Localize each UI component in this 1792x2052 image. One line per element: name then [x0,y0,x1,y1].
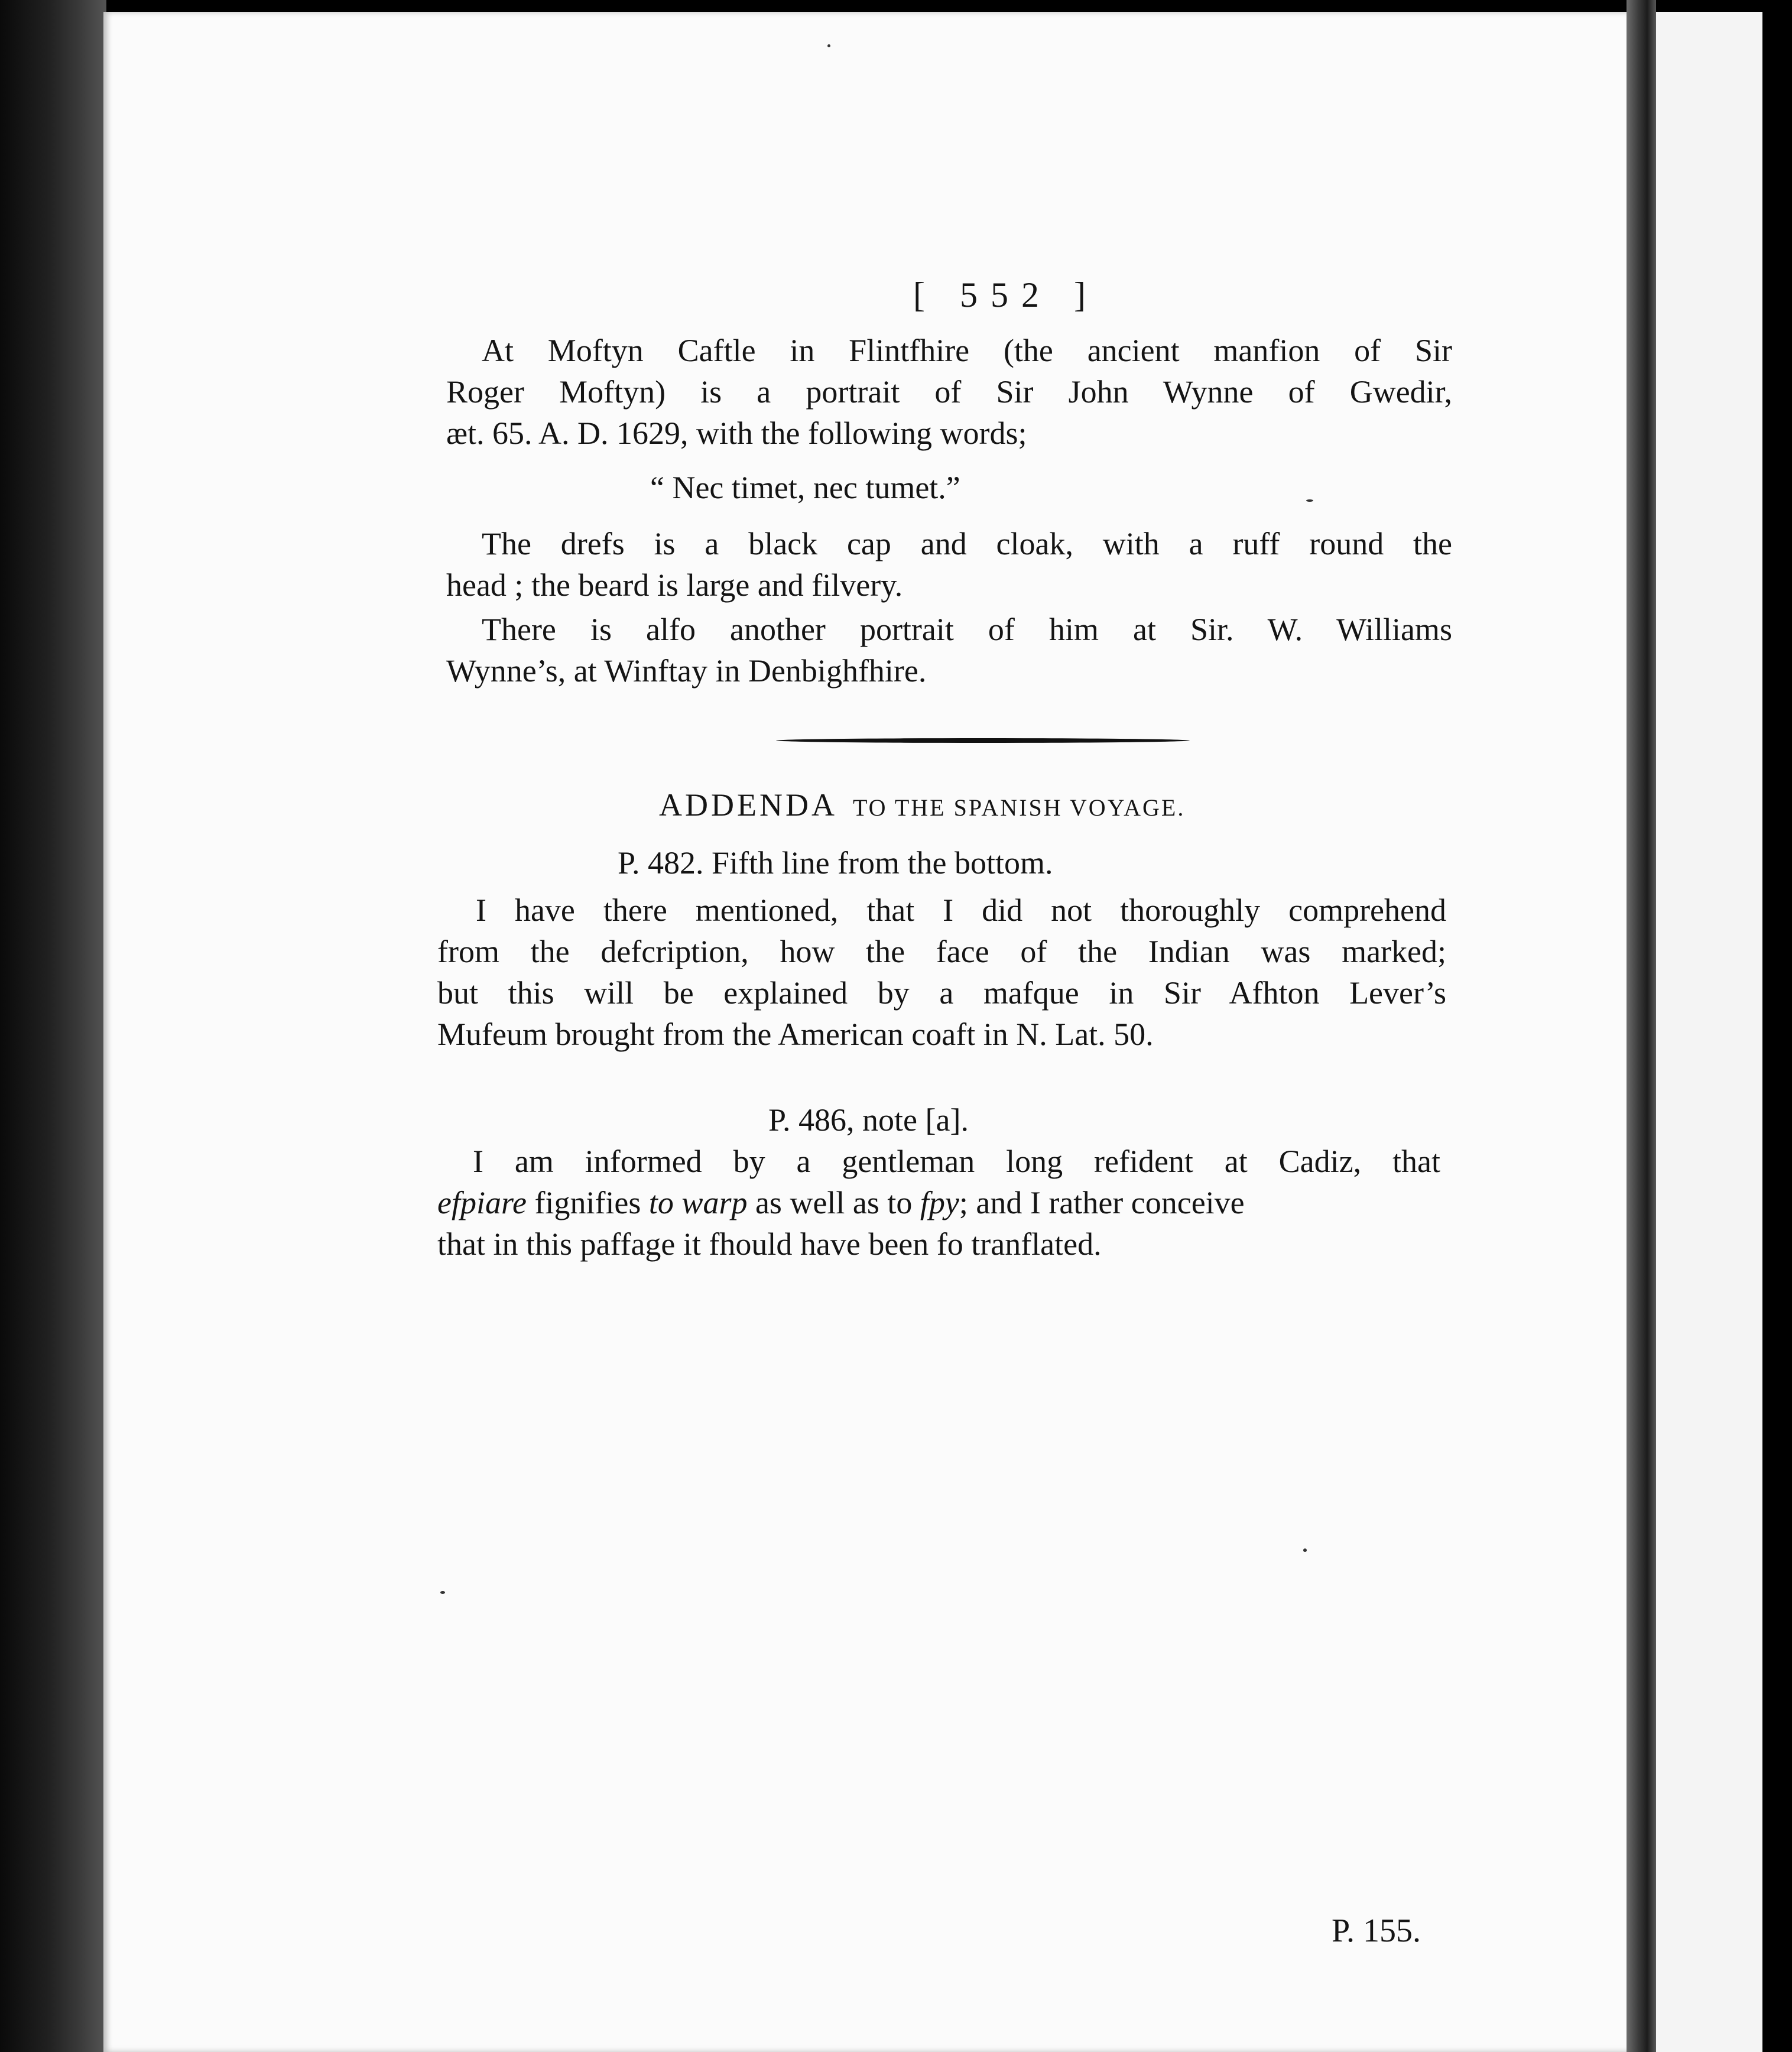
facing-page-edge [1656,12,1762,2052]
ink-speck [827,44,830,47]
section1-line-3: but this will be explained by a mafque in Sir Afhton Lever’s [437,975,1446,1011]
intro-line-2: Roger Moftyn) is a portrait of Sir John Wynne of Gwedir, [446,374,1452,410]
section1-line-4: Mufeum brought from the American coaft in N. Lat. 50. [437,1017,1154,1052]
addenda-heading-main: ADDENDA [659,787,837,823]
section2-line-2: efpiare fignifies to warp as well as to fpy; and I rather conceive [437,1185,1245,1220]
intro-line-3: æt. 65. A. D. 1629, with the following words; [446,415,1027,451]
ink-speck [440,1591,445,1594]
addenda-heading [659,784,1185,829]
ink-speck [1303,1548,1307,1552]
word-to-warp: to warp [648,1185,748,1220]
word-efpiare: efpiare [437,1185,527,1220]
intro-line-1: At Moftyn Caftle in Flintfhire (the ancient manfion of Sir [482,333,1452,368]
section2-line-1: I am informed by a gentleman long refident at Cadiz, that [473,1144,1440,1179]
motto: “ Nec timet, nec tumet.” [650,470,960,505]
dress-line-1: The drefs is a black cap and cloak, with a ruff round the [482,526,1452,561]
section1-line-1: I have there mentioned, that I did not thoroughly comprehend [476,892,1446,928]
section1-reference: P. 482. Fifth line from the bottom. [618,845,1053,881]
book-left-edge [0,0,106,2052]
portrait-line-1: There is alfo another portrait of him at Sir. W. Williams [482,612,1452,647]
ink-speck [1306,499,1313,502]
section2-reference: P. 486, note [a]. [768,1102,969,1138]
book-page [103,12,1637,2052]
page-number: [ 552 ] [913,275,1099,314]
word-fpy: fpy [920,1185,959,1220]
dress-line-2: head ; the beard is large and filvery. [446,567,903,603]
section-divider [776,738,1190,743]
book-right-edge [1762,0,1792,2052]
section1-line-2: from the defcription, how the face of the Indian was marked; [437,934,1446,969]
catchword: P. 155. [1332,1913,1421,1949]
portrait-line-2: Wynne’s, at Winftay in Denbighfhire. [446,653,927,689]
addenda-heading-rest: TO THE SPANISH VOYAGE. [852,794,1186,821]
book-gutter [1627,0,1656,2052]
section2-line-3: that in this paffage it fhould have been fo tranflated. [437,1226,1102,1262]
